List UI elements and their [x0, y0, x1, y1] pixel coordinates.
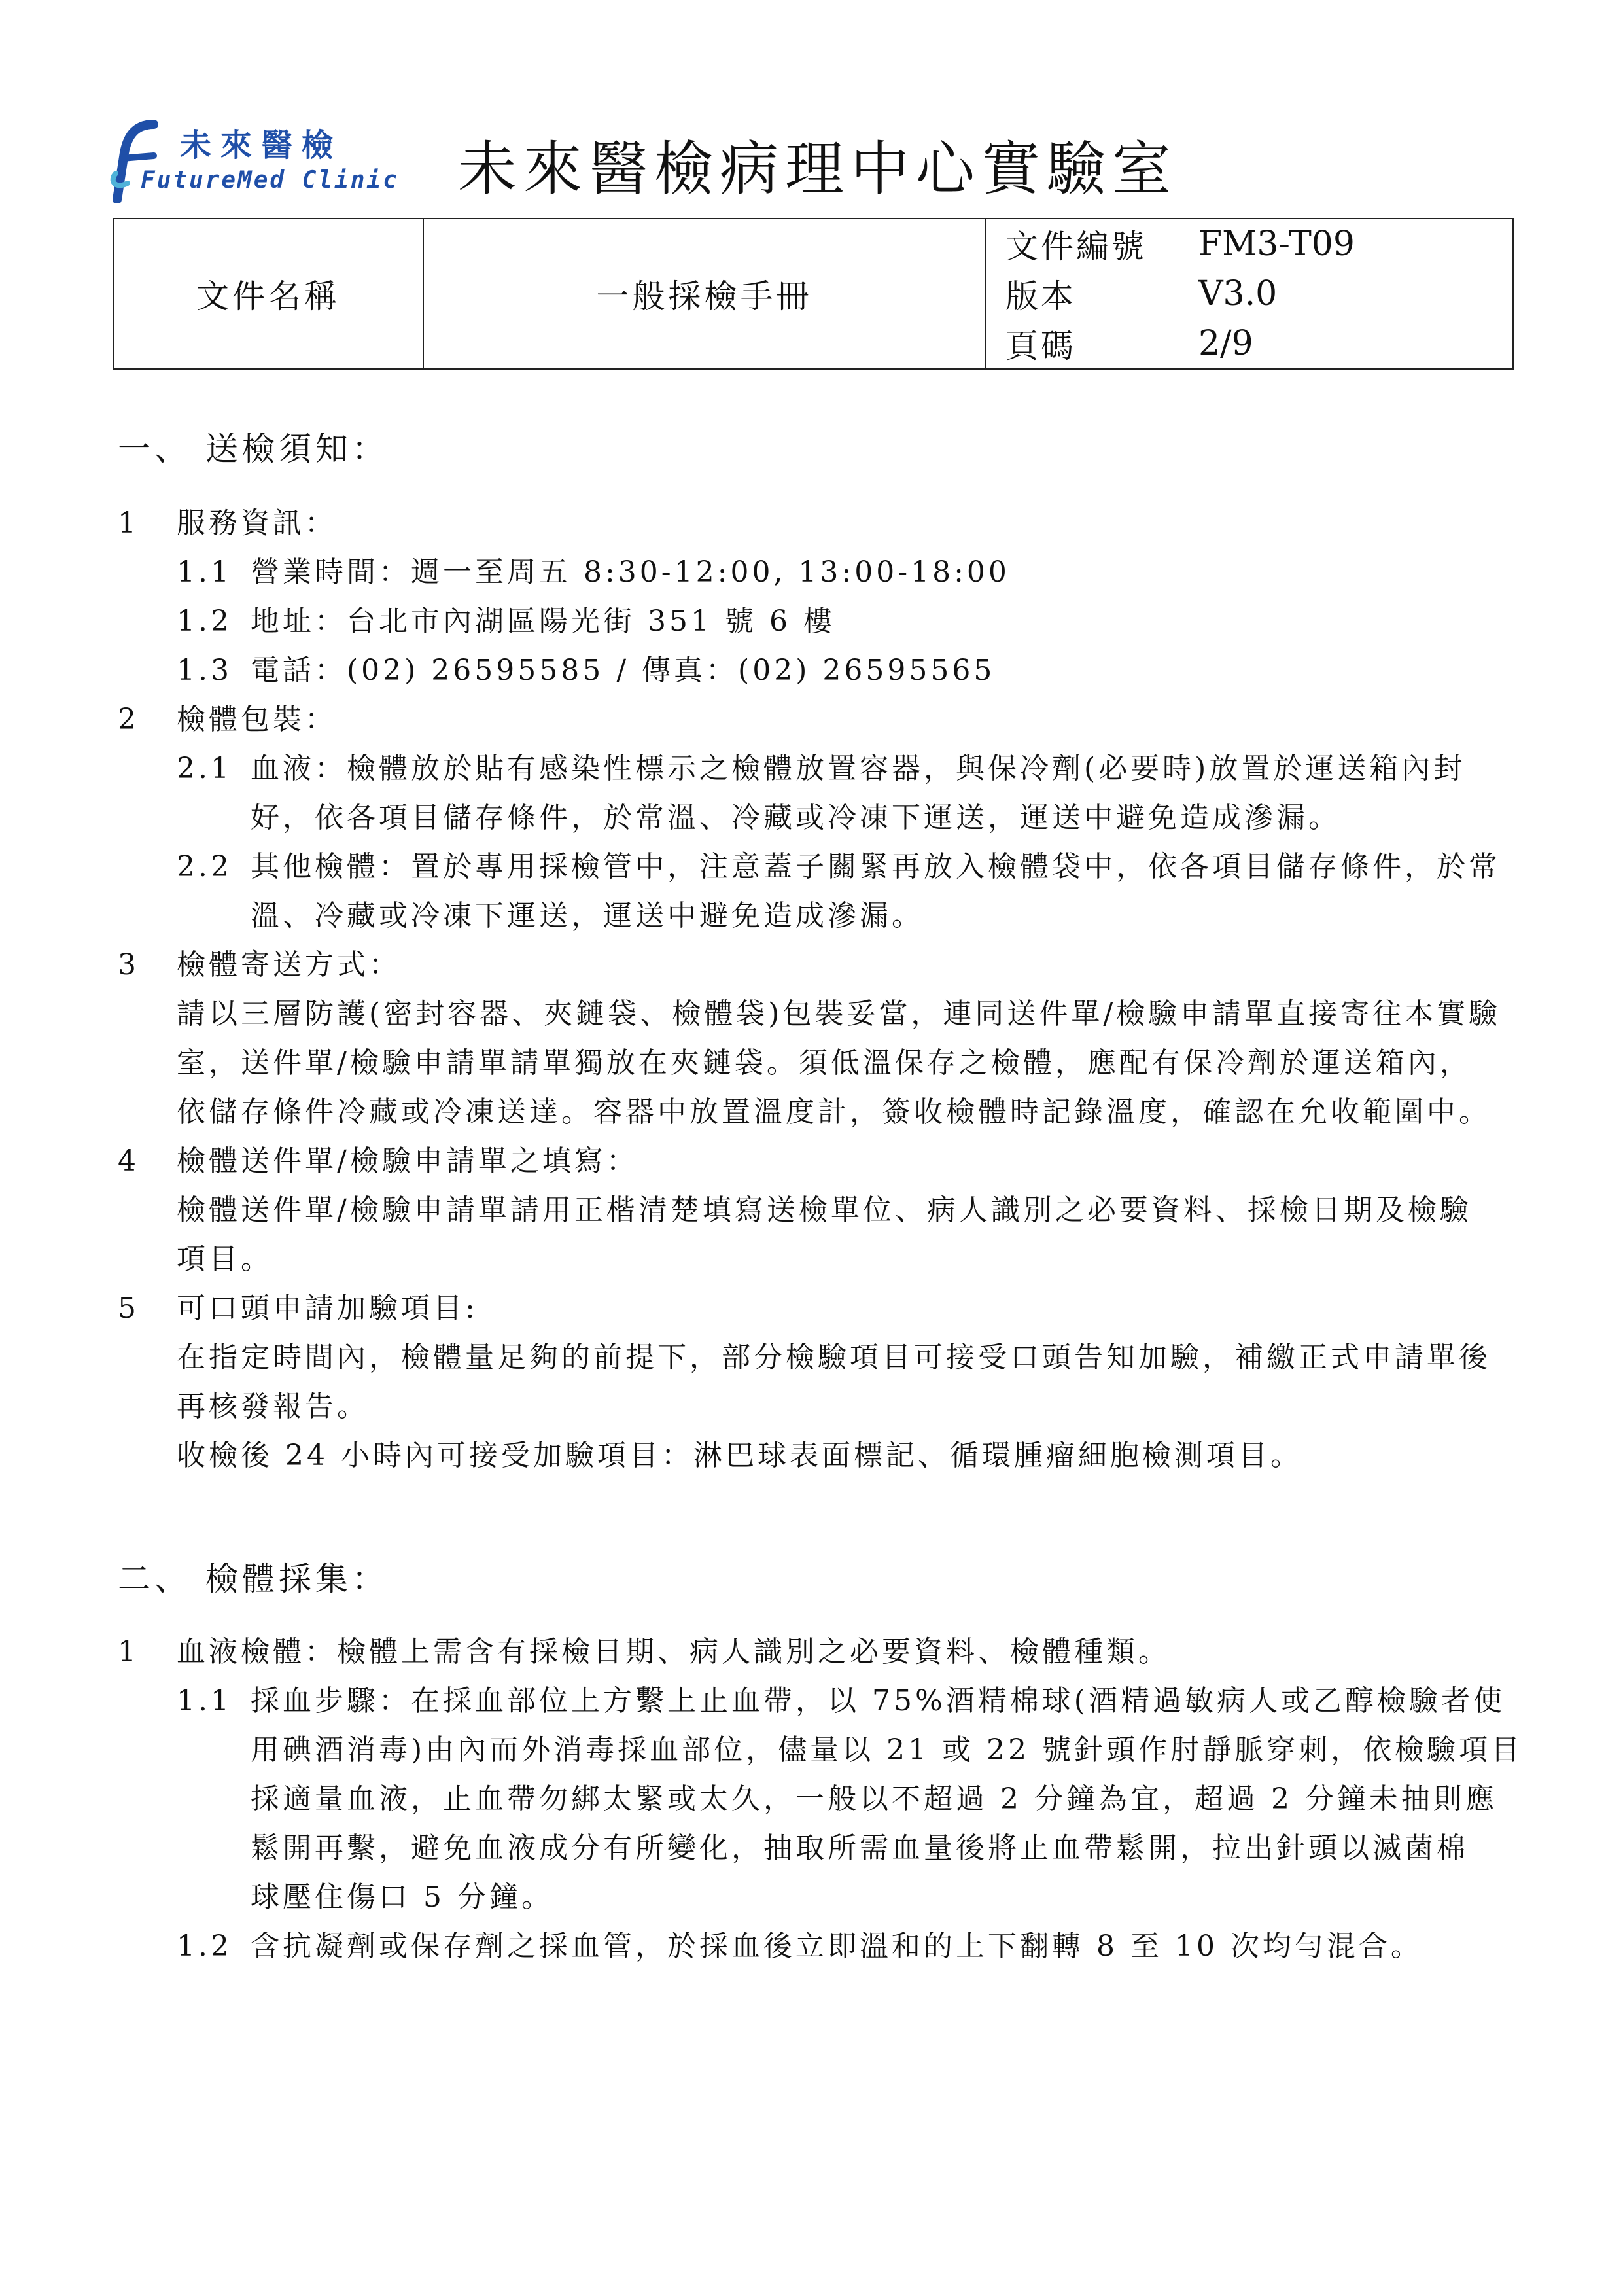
lab-title: 未來醫檢病理中心實驗室 — [458, 135, 1178, 203]
item-title: 服務資訊： — [177, 506, 337, 540]
logo-chinese-text: 未來醫檢 — [180, 127, 343, 164]
document-meta-table — [113, 218, 1514, 370]
document-name-value: 一般採檢手冊 — [423, 219, 985, 369]
paragraph-line: 請以三層防護(密封容器、夾鏈袋、檢體袋)包裝妥當，連同送件單/檢驗申請單直接寄往本實驗 — [177, 997, 1501, 1031]
item-number: 1 — [118, 506, 139, 540]
subitem-number: 1.2 — [177, 1930, 232, 1963]
item-title: 檢體寄送方式： — [177, 948, 401, 981]
version-label: 版本 — [1005, 277, 1076, 315]
paragraph-line: 其他檢體：置於專用採檢管中，注意蓋子關緊再放入檢體袋中，依各項目儲存條件，於常 — [251, 850, 1501, 883]
subitem-number: 1.1 — [177, 556, 232, 589]
address: 地址：台北市內湖區陽光街 351 號 6 樓 — [251, 605, 835, 638]
section-1-heading: 一、 送檢須知： — [118, 430, 389, 468]
item-number: 5 — [118, 1292, 139, 1325]
paragraph-line: 鬆開再繫，避免血液成分有所變化，抽取所需血量後將止血帶鬆開，拉出針頭以滅菌棉 — [251, 1831, 1469, 1865]
paragraph-line: 室，送件單/檢驗申請單請單獨放在夾鏈袋。須低溫保存之檢體，應配有保冷劑於運送箱內， — [177, 1046, 1472, 1080]
paragraph-line: 採適量血液，止血帶勿綁太緊或太久，一般以不超過 2 分鐘為宜，超過 2 分鐘未抽則應 — [251, 1782, 1497, 1816]
paragraph-line: 項目。 — [177, 1243, 273, 1276]
logo — [108, 115, 415, 209]
paragraph-line: 採血步驟：在採血部位上方繫上止血帶，以 75%酒精棉球(酒精過敏病人或乙醇檢驗者使 — [251, 1684, 1505, 1718]
item-title: 可口頭申請加驗項目: — [177, 1292, 478, 1325]
subitem-number: 2.1 — [177, 752, 232, 785]
item-number: 4 — [118, 1144, 139, 1178]
paragraph-line: 檢體送件單/檢驗申請單請用正楷清楚填寫送檢單位、病人識別之必要資料、採檢日期及檢驗 — [177, 1193, 1472, 1227]
paragraph-line: 再核發報告。 — [177, 1390, 369, 1423]
paragraph-line: 球壓住傷口 5 分鐘。 — [251, 1881, 553, 1914]
item-title: 血液檢體：檢體上需含有採檢日期、病人識別之必要資料、檢體種類。 — [177, 1635, 1170, 1669]
version-row — [986, 269, 1512, 319]
phone-fax: 電話：(02) 26595585 / 傳真：(02) 26595565 — [251, 654, 996, 687]
page-number-label: 頁碼 — [1005, 327, 1076, 365]
version-value: V3.0 — [1198, 274, 1278, 313]
paragraph-line: 含抗凝劑或保存劑之採血管，於採血後立即溫和的上下翻轉 8 至 10 次均勻混合。 — [251, 1930, 1423, 1963]
item-number: 2 — [118, 703, 139, 736]
item-number: 1 — [118, 1635, 139, 1669]
item-number: 3 — [118, 948, 139, 981]
page-number-value: 2/9 — [1198, 324, 1253, 363]
item-title: 檢體包裝： — [177, 703, 337, 736]
document-meta-cell — [985, 219, 1513, 369]
paragraph-line: 血液：檢體放於貼有感染性標示之檢體放置容器，與保冷劑(必要時)放置於運送箱內封 — [251, 752, 1466, 785]
paragraph-line: 收檢後 24 小時內可接受加驗項目：淋巴球表面標記、循環腫瘤細胞檢測項目。 — [177, 1439, 1302, 1472]
subitem-number: 1.1 — [177, 1684, 232, 1718]
subitem-number: 1.2 — [177, 605, 232, 638]
logo-english-text: FutureMed Clinic — [141, 167, 399, 194]
paragraph-line: 用碘酒消毒)由內而外消毒採血部位，儘量以 21 或 22 號針頭作肘靜脈穿刺，依檢驗項目 — [251, 1733, 1524, 1767]
subitem-number: 1.3 — [177, 654, 232, 687]
item-title: 檢體送件單/檢驗申請單之填寫： — [177, 1144, 638, 1178]
subitem-number: 2.2 — [177, 850, 232, 883]
paragraph-line: 溫、冷藏或冷凍下運送，運送中避免造成滲漏。 — [251, 899, 924, 932]
doc-number-row — [986, 219, 1512, 269]
paragraph-line: 好，依各項目儲存條件，於常溫、冷藏或冷凍下運送，運送中避免造成滲漏。 — [251, 801, 1340, 834]
doc-number-value: FM3-T09 — [1198, 224, 1355, 264]
document-name-label: 文件名稱 — [113, 219, 423, 369]
business-hours: 營業時間：週一至周五 8:30-12:00, 13:00-18:00 — [251, 556, 1010, 589]
doc-number-label: 文件編號 — [1005, 228, 1147, 266]
page-number-row — [986, 319, 1512, 368]
paragraph-line: 在指定時間內，檢體量足夠的前提下，部分檢驗項目可接受口頭告知加驗，補繳正式申請單後 — [177, 1341, 1491, 1374]
paragraph-line: 依儲存條件冷藏或冷凍送達。容器中放置溫度計，簽收檢體時記錄溫度，確認在允收範圍中。 — [177, 1095, 1491, 1129]
section-2-heading: 二、 檢體採集： — [118, 1560, 389, 1598]
